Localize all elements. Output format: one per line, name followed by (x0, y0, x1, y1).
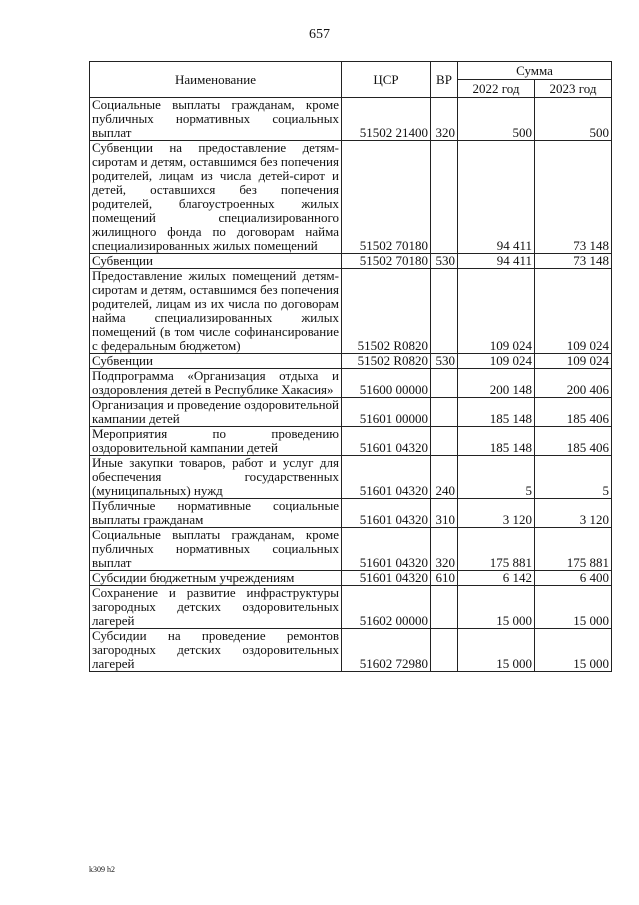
row-name: Субсидии на проведение ремонтов загородных детских оздоровительных лагерей (90, 629, 342, 672)
row-vr (431, 586, 458, 629)
row-vr (431, 369, 458, 398)
table-row (90, 354, 612, 369)
table-row (90, 254, 612, 269)
row-sum-2023: 109 024 (535, 354, 612, 369)
table-row (90, 98, 612, 141)
row-sum-2023: 73 148 (535, 141, 612, 254)
row-code: 51601 04320 (342, 571, 431, 586)
row-vr: 310 (431, 499, 458, 528)
table-row (90, 398, 612, 427)
row-sum-2023: 109 024 (535, 269, 612, 354)
row-sum-2022: 200 148 (458, 369, 535, 398)
row-sum-2022: 3 120 (458, 499, 535, 528)
row-name: Субвенции на предоставление детям-сиротам и детям, оставшимся без попечения родителей, лицам из числа детей-сирот и детей, оставшихся без попечения родителей, благоустроенных жилых помещений специализированного жилищного фонда по договорам найма специализированных жилых помещений (90, 141, 342, 254)
header-sum: Сумма (458, 62, 612, 80)
row-name: Мероприятия по проведению оздоровительной кампании детей (90, 427, 342, 456)
table-row (90, 528, 612, 571)
table-row (90, 269, 612, 354)
budget-table (89, 61, 612, 672)
table-row (90, 629, 612, 672)
row-sum-2023: 3 120 (535, 499, 612, 528)
row-name: Субвенции (90, 354, 342, 369)
row-sum-2022: 185 148 (458, 427, 535, 456)
row-sum-2023: 15 000 (535, 586, 612, 629)
row-sum-2023: 200 406 (535, 369, 612, 398)
table-row (90, 456, 612, 499)
row-vr (431, 398, 458, 427)
row-sum-2023: 175 881 (535, 528, 612, 571)
row-vr (431, 629, 458, 672)
row-code: 51601 00000 (342, 398, 431, 427)
row-code: 51502 21400 (342, 98, 431, 141)
row-name: Субвенции (90, 254, 342, 269)
row-sum-2022: 15 000 (458, 629, 535, 672)
table-row (90, 369, 612, 398)
row-name: Сохранение и развитие инфраструктуры загородных детских оздоровительных лагерей (90, 586, 342, 629)
row-sum-2022: 185 148 (458, 398, 535, 427)
row-code: 51502 R0820 (342, 354, 431, 369)
row-vr: 530 (431, 354, 458, 369)
row-code: 51600 00000 (342, 369, 431, 398)
row-code: 51502 R0820 (342, 269, 431, 354)
row-name: Субсидии бюджетным учреждениям (90, 571, 342, 586)
row-sum-2022: 94 411 (458, 254, 535, 269)
row-name: Публичные нормативные социальные выплаты гражданам (90, 499, 342, 528)
row-vr (431, 427, 458, 456)
row-name: Подпрограмма «Организация отдыха и оздоровления детей в Республике Хакасия» (90, 369, 342, 398)
table-row (90, 499, 612, 528)
row-sum-2022: 109 024 (458, 354, 535, 369)
row-sum-2022: 5 (458, 456, 535, 499)
row-code: 51602 72980 (342, 629, 431, 672)
row-vr: 530 (431, 254, 458, 269)
row-code: 51601 04320 (342, 427, 431, 456)
row-name: Иные закупки товаров, работ и услуг для обеспечения государственных (муниципальных) нужд (90, 456, 342, 499)
row-vr (431, 269, 458, 354)
table-row (90, 427, 612, 456)
row-name: Социальные выплаты гражданам, кроме публичных нормативных социальных выплат (90, 98, 342, 141)
row-code: 51601 04320 (342, 528, 431, 571)
row-vr: 320 (431, 98, 458, 141)
row-code: 51601 04320 (342, 456, 431, 499)
row-sum-2022: 500 (458, 98, 535, 141)
row-sum-2022: 6 142 (458, 571, 535, 586)
table-row (90, 571, 612, 586)
header-vr: ВР (431, 62, 458, 98)
row-code: 51602 00000 (342, 586, 431, 629)
footer-code: k309 h2 (89, 865, 115, 874)
row-vr (431, 141, 458, 254)
row-name: Социальные выплаты гражданам, кроме публичных нормативных социальных выплат (90, 528, 342, 571)
row-vr: 610 (431, 571, 458, 586)
row-sum-2023: 500 (535, 98, 612, 141)
header-year-2022: 2022 год (458, 80, 535, 98)
header-year-2023: 2023 год (535, 80, 612, 98)
row-sum-2023: 185 406 (535, 398, 612, 427)
row-sum-2022: 109 024 (458, 269, 535, 354)
row-sum-2022: 175 881 (458, 528, 535, 571)
row-sum-2023: 185 406 (535, 427, 612, 456)
row-sum-2023: 6 400 (535, 571, 612, 586)
row-name: Организация и проведение оздоровительной кампании детей (90, 398, 342, 427)
row-sum-2023: 5 (535, 456, 612, 499)
row-sum-2023: 15 000 (535, 629, 612, 672)
header-name: Наименование (90, 62, 342, 98)
page-number: 657 (309, 27, 330, 42)
table-row (90, 141, 612, 254)
row-sum-2022: 94 411 (458, 141, 535, 254)
row-code: 51502 70180 (342, 141, 431, 254)
row-name: Предоставление жилых помещений детям-сиротам и детям, оставшимся без попечения родителей, лицам из их числа по договорам найма специализированных жилых помещений (в том числе софинансирование с федеральным бюджетом) (90, 269, 342, 354)
row-sum-2022: 15 000 (458, 586, 535, 629)
table-row (90, 586, 612, 629)
row-code: 51601 04320 (342, 499, 431, 528)
row-code: 51502 70180 (342, 254, 431, 269)
row-sum-2023: 73 148 (535, 254, 612, 269)
row-vr: 240 (431, 456, 458, 499)
row-vr: 320 (431, 528, 458, 571)
header-code: ЦСР (342, 62, 431, 98)
